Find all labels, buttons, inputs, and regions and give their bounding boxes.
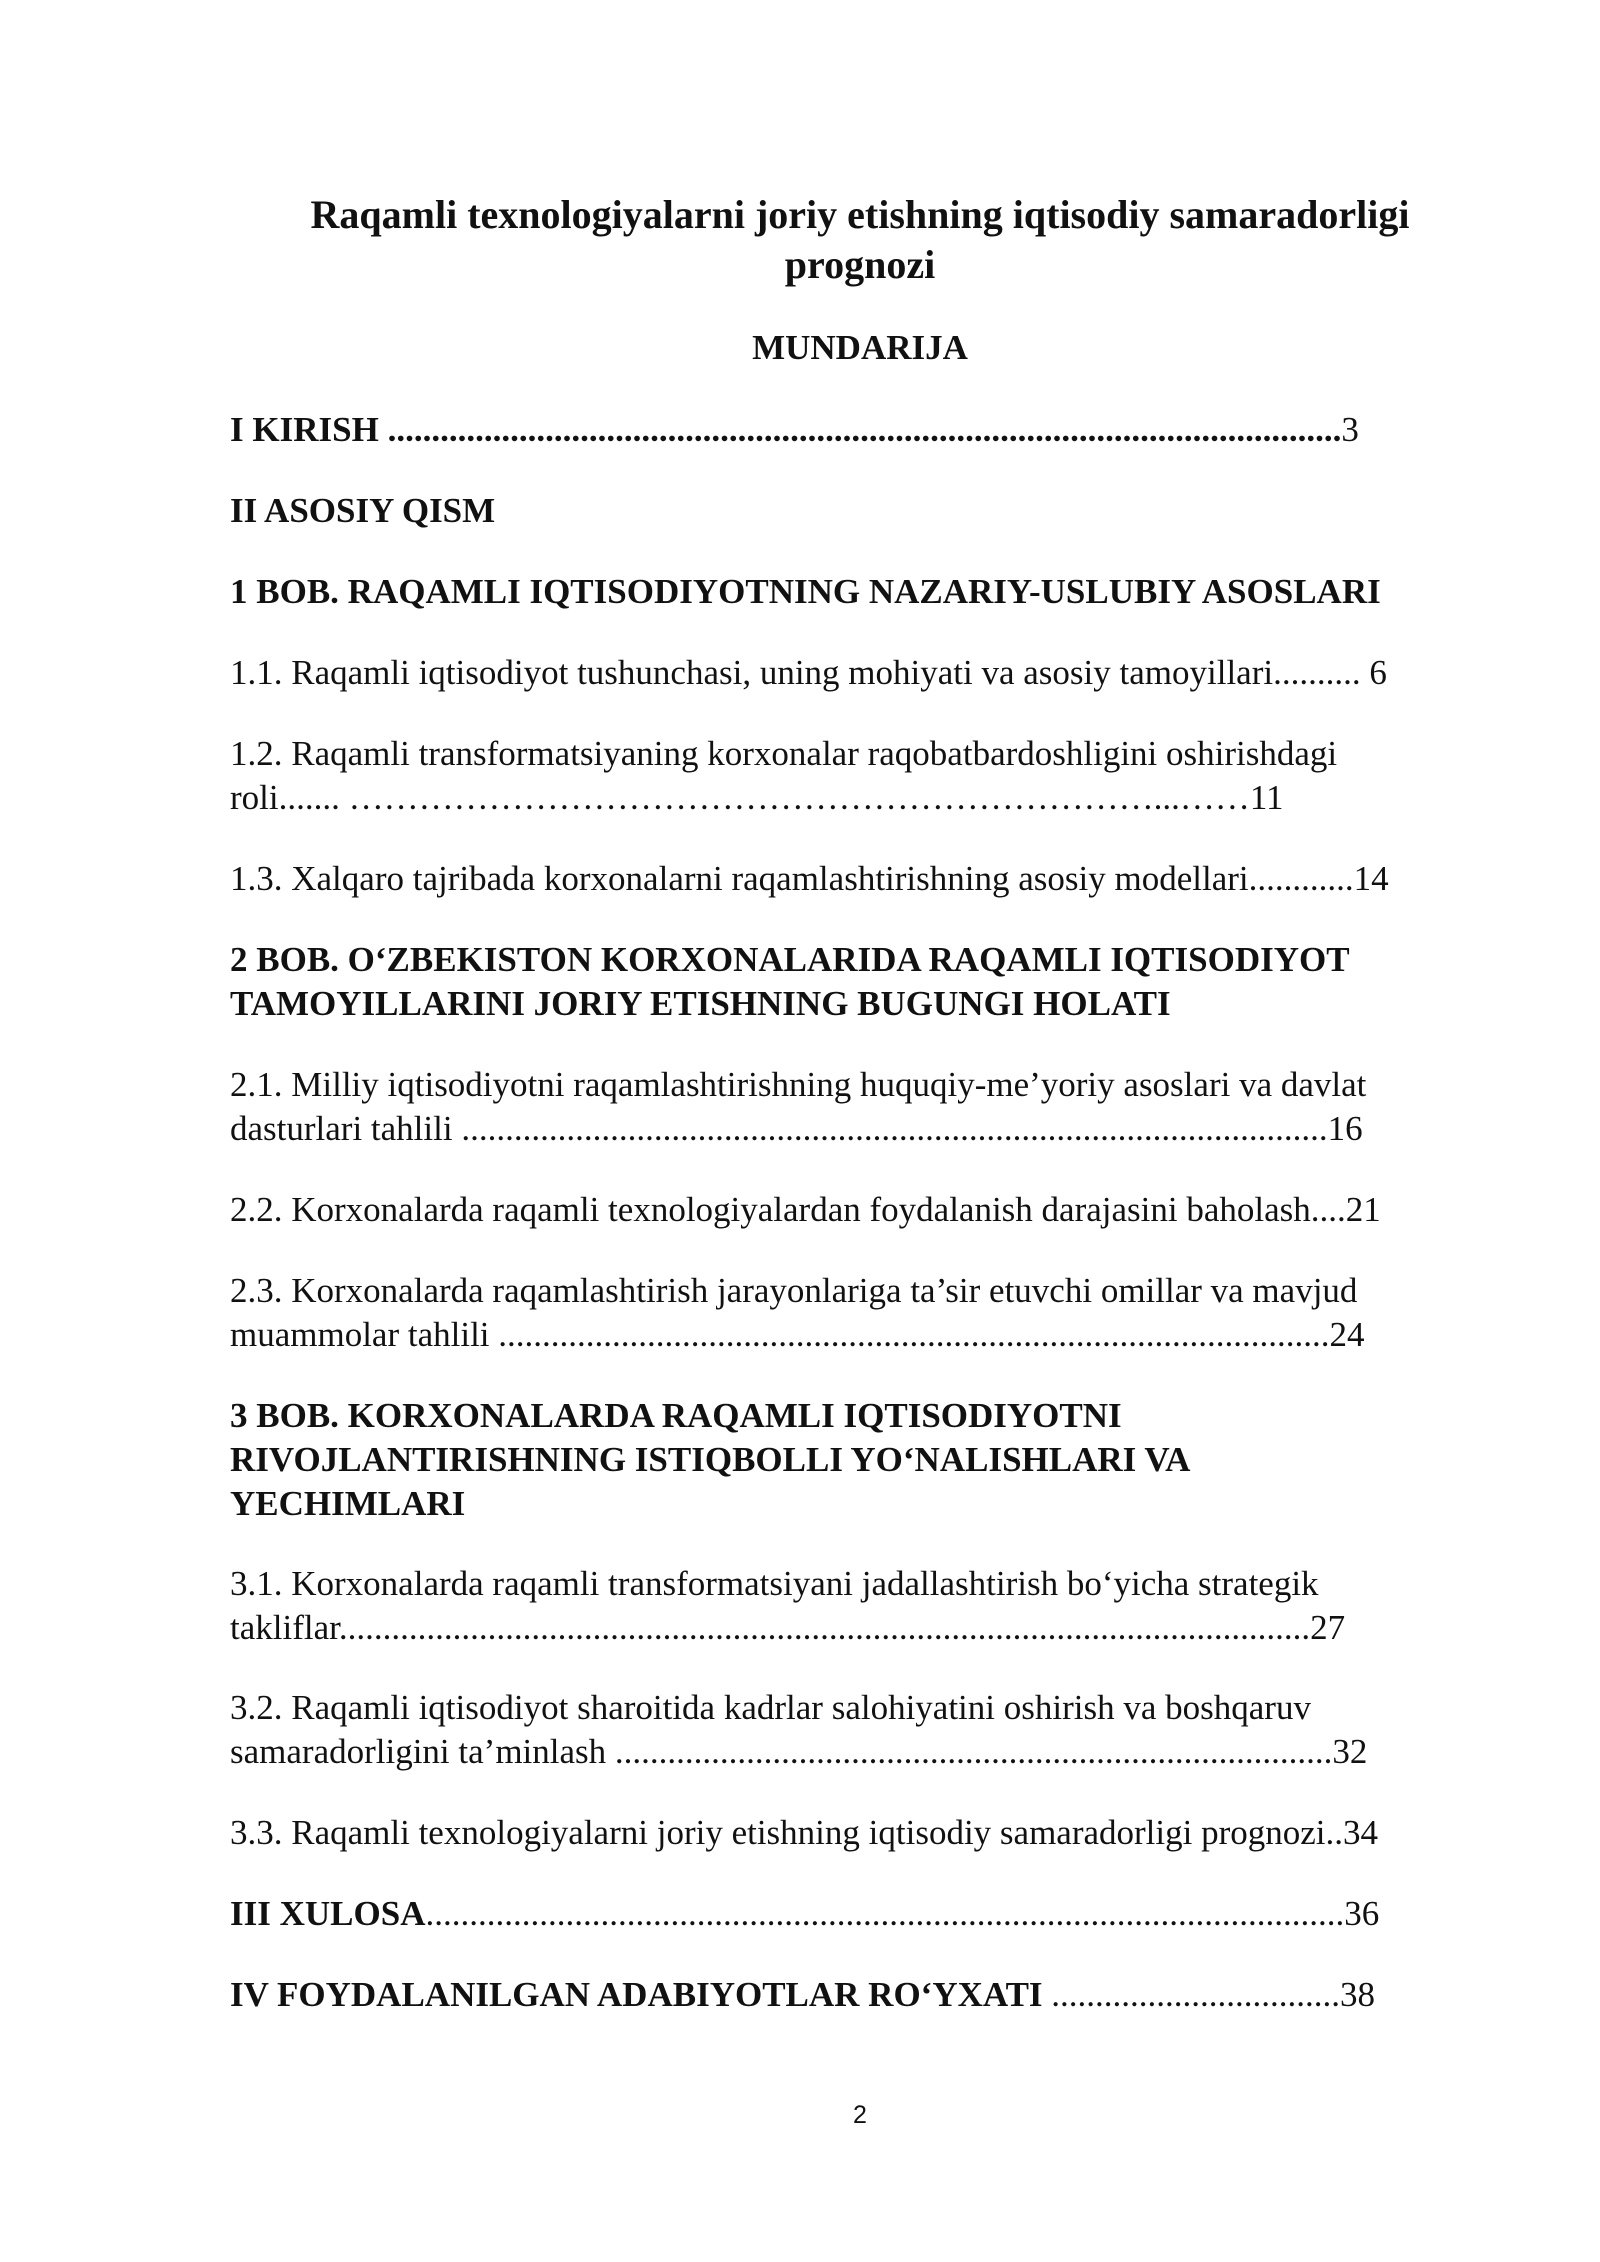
toc-section-3-1[interactable] [230, 1562, 1520, 1650]
toc-section-3-3[interactable]: 3.3. Raqamli texnologiyalarni joriy etishning iqtisodiy samaradorligi prognozi..34 [230, 1813, 1379, 1852]
toc-entry-intro[interactable] [230, 408, 1520, 452]
toc-section-2-2[interactable]: 2.2. Korxonalarda raqamli texnologiyalardan foydalanish darajasini baholash....21 [230, 1190, 1381, 1229]
toc-chapter-3-title-line-2: RIVOJLANTIRISHNING ISTIQBOLLI YO‘NALISHLARI VA [230, 1440, 1191, 1479]
toc-entry-label: III XULOSA [230, 1894, 426, 1933]
toc-section-3-2-line-2: samaradorligini ta’minlash ..................................................................................32 [230, 1732, 1368, 1771]
toc-section-1-3[interactable]: 1.3. Xalqaro tajribada korxonalarni raqamlashtirishning asosiy modellari............14 [230, 859, 1389, 898]
toc-chapter-3-title[interactable] [230, 1394, 1520, 1526]
toc-entry-main-part[interactable]: II ASOSIY QISM [230, 491, 496, 530]
toc-section-3-2[interactable] [230, 1686, 1520, 1774]
toc-chapter-2-title[interactable] [230, 938, 1520, 1026]
toc-entry-label: I KIRISH [230, 410, 379, 449]
toc-section-3-2-line-1: 3.2. Raqamli iqtisodiyot sharoitida kadrlar salohiyatini oshirish va boshqaruv [230, 1688, 1311, 1727]
toc-chapter-2-title-line-2: TAMOYILLARINI JORIY ETISHNING BUGUNGI HOLATI [230, 984, 1171, 1023]
toc-heading: MUNDARIJA [752, 328, 968, 367]
toc-entry-conclusion[interactable] [230, 1892, 1520, 1936]
toc-section-3-1-line-2: takliflar...............................................................................................................27 [230, 1608, 1346, 1647]
toc-page-number: 36 [1344, 1894, 1380, 1933]
toc-dot-leader: ......................................................................................................... [425, 1894, 1345, 1933]
toc-entry-label: IV FOYDALANILGAN ADABIYOTLAR RO‘YXATI [230, 1975, 1043, 2014]
toc-chapter-3-title-line-1: 3 BOB. KORXONALARDA RAQAMLI IQTISODIYOTNI [230, 1396, 1122, 1435]
toc-section-3-1-line-1: 3.1. Korxonalarda raqamli transformatsiyani jadallashtirish bo‘yicha strategik [230, 1564, 1319, 1603]
toc-section-2-3[interactable] [230, 1269, 1520, 1357]
toc-section-2-1[interactable] [230, 1063, 1520, 1151]
toc-section-1-2[interactable] [230, 732, 1520, 820]
toc-section-2-3-line-2: muammolar tahlili ...............................................................................................24 [230, 1315, 1365, 1354]
toc-section-2-1-line-2: dasturlari tahlili ...................................................................................................16 [230, 1109, 1363, 1148]
toc-dot-leader: ............................................................................................................. [378, 410, 1342, 449]
toc-section-2-1-line-1: 2.1. Milliy iqtisodiyotni raqamlashtirishning huquqiy-me’yoriy asoslari va davlat [230, 1065, 1367, 1104]
toc-section-1-1[interactable]: 1.1. Raqamli iqtisodiyot tushunchasi, uning mohiyati va asosiy tamoyillari.......... 6 [230, 653, 1387, 692]
document-title-line-2: prognozi [784, 242, 936, 287]
page-number: 2 [853, 2101, 867, 2129]
toc-page-number: 3 [1341, 410, 1359, 449]
toc-entry-references[interactable] [230, 1973, 1520, 2017]
toc-page-number: 38 [1340, 1975, 1376, 2014]
toc-chapter-2-title-line-1: 2 BOB. O‘ZBEKISTON KORXONALARIDA RAQAMLI IQTISODIYOT [230, 940, 1350, 979]
toc-section-1-2-line-2: roli....... ……………………………………………………………...……11 [230, 778, 1284, 817]
toc-section-1-2-line-1: 1.2. Raqamli transformatsiyaning korxonalar raqobatbardoshligini oshirishdagi [230, 734, 1338, 773]
document-title-line-1: Raqamli texnologiyalarni joriy etishning iqtisodiy samaradorligi [310, 192, 1410, 237]
document-title [230, 190, 1490, 290]
toc-chapter-3-title-line-3: YECHIMLARI [230, 1484, 466, 1523]
toc-chapter-1-title[interactable]: 1 BOB. RAQAMLI IQTISODIYOTNING NAZARIY-USLUBIY ASOSLARI [230, 572, 1381, 611]
toc-section-2-3-line-1: 2.3. Korxonalarda raqamlashtirish jarayonlariga ta’sir etuvchi omillar va mavjud [230, 1271, 1358, 1310]
toc-dot-leader: ................................. [1042, 1975, 1341, 2014]
